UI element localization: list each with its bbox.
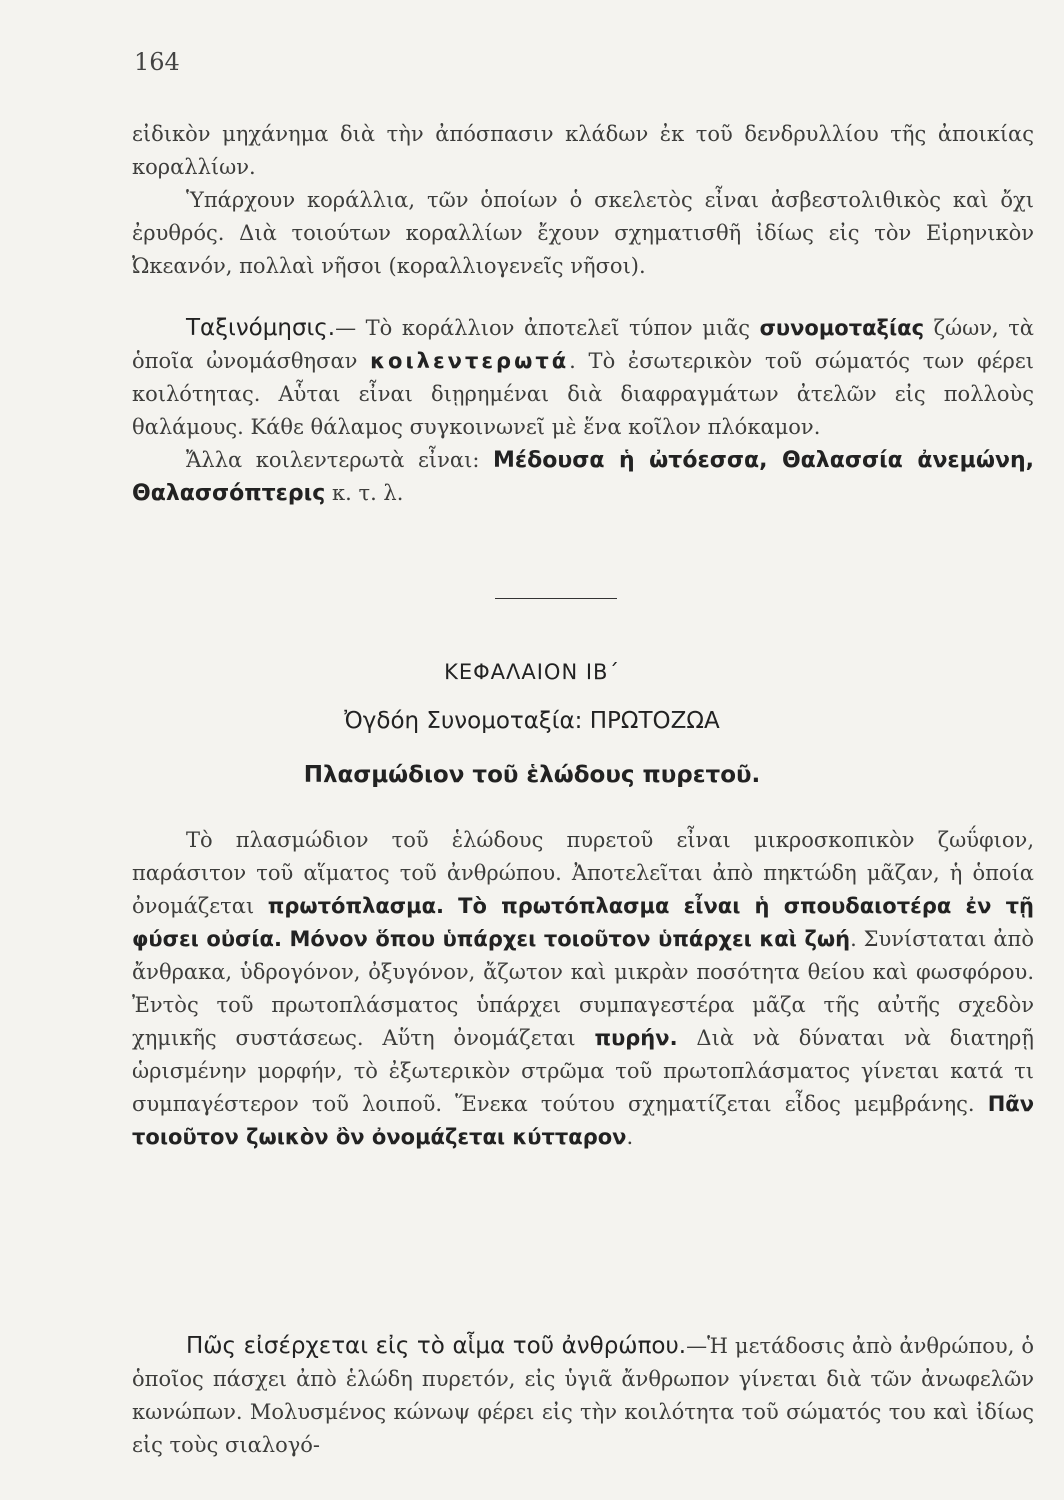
intro-paragraph-2: Ὑπάρχουν κοράλλια, τῶν ὁποίων ὁ σκελετὸς εἶναι ἀσβεστολιθικὸς καὶ ὄχι ἐρυθρός. Διὰ τοιούτων κοραλλίων ἔχουν σχηματισθῆ ἰδίως εἰς τὸν Εἰρηνικὸν Ὠκεανόν, πολλαὶ νῆσοι (κοραλλιογενεῖς νῆσοι).	[132, 188, 1034, 278]
term-pyren: πυρήν.	[594, 1026, 678, 1050]
classification-text-3: . Τὸ ἐσωτερικὸν τοῦ σώματός των φέρει κοιλότητας. Αὗται εἶναι διῃρημέναι διὰ διαφραγμάτων ἀτελῶν εἰς πολλοὺς θαλάμους. Κάθε θάλαμος συγκοινωνεῖ μὲ ἕνα κοῖλον πλόκαμον.	[132, 349, 1034, 439]
protoplasm-statement: πρωτόπλασμα. Τὸ πρωτόπλασμα εἶναι ἡ σπουδαιοτέρα ἐν τῇ φύσει οὐσία. Μόνον ὅπου ὑπάρχει τοιοῦτον ὑπάρχει καὶ ζωή	[132, 894, 1034, 951]
others-examples: Μέδουσα ἡ ὠτόεσσα, Θαλασσία ἀνεμώνη, Θαλασσόπτερις	[132, 448, 1034, 506]
plasmodium-paragraph	[132, 824, 1034, 1154]
cell-statement: Πᾶν τοιοῦτον ζωικὸν ὂν ὀνομάζεται κύτταρον	[132, 1092, 1034, 1149]
chapter-subtitle: Ὀγδόη Συνομοταξία: ΠΡΩΤΟΖΩΑ	[344, 708, 720, 734]
classification-paragraph	[132, 312, 1034, 444]
term-koilenterota: κοιλεντερωτά	[370, 349, 570, 373]
plasmodium-text-1: Τὸ πλασμώδιον τοῦ ἑλώδους πυρετοῦ εἶναι μικροσκοπικὸν ζωΰφιον, παράσιτον τοῦ αἵματος τοῦ ἀνθρώπου. Ἀποτελεῖται ἀπὸ πηκτώδη μᾶζαν, ἡ ὁποία ὀνομάζεται	[132, 828, 1034, 918]
classification-text-2: ζώων, τὰ ὁποῖα ὠνομάσθησαν	[132, 316, 1034, 373]
transmission-paragraph	[132, 1330, 1034, 1462]
plasmodium-text-4: .	[626, 1125, 634, 1149]
classification-section	[132, 312, 1034, 510]
transmission-heading: Πῶς εἰσέρχεται εἰς τὸ αἷμα τοῦ ἀνθρώπου.	[186, 1333, 687, 1359]
plasmodium-section	[132, 824, 1034, 1154]
transmission-section	[132, 1330, 1034, 1462]
intro-section	[132, 118, 1034, 283]
intro-paragraph-1: εἰδικὸν μηχάνημα διὰ τὴν ἀπόσπασιν κλάδων ἐκ τοῦ δενδρυλλίου τῆς ἀποικίας κοραλλίων.	[132, 122, 1034, 179]
others-text-2: κ. τ. λ.	[325, 481, 404, 505]
transmission-text-1: —Ἡ μετάδοσις ἀπὸ ἀνθρώπου, ὁ ὁποῖος πάσχει ἀπὸ ἑλώδη πυρετόν, εἰς ὑγιᾶ ἄνθρωπον γίνεται διὰ τῶν ἀνωφελῶν κωνώπων. Μολυσμένος κώνωψ φέρει εἰς τὴν κοιλότητα τοῦ σώματός του καὶ ἰδίως εἰς τοὺς σιαλογό-	[132, 1334, 1034, 1457]
plasmodium-text-2: . Συνίσταται ἀπὸ ἄνθρακα, ὑδρογόνον, ὀξυγόνον, ἄζωτον καὶ μικρὰν ποσότητα θείου καὶ φωσφόρου. Ἐντὸς τοῦ πρωτοπλάσματος ὑπάρχει συμπαγεστέρα μᾶζα τῆς αὐτῆς σχεδὸν χημικῆς συστάσεως. Αὕτη ὀνομάζεται	[132, 927, 1034, 1050]
term-synomotaxia: συνομοταξίας	[759, 316, 925, 340]
plasmodium-text-3: Διὰ νὰ δύναται νὰ διατηρῇ ὡρισμένην μορφήν, τὸ ἐξωτερικὸν στρῶμα τοῦ πρωτοπλάσματος γίνεται κατά τι συμπαγέστερον τοῦ λοιποῦ. Ἕνεκα τούτου σχηματίζεται εἶδος μεμβράνης.	[132, 1026, 1034, 1116]
chapter-title: Πλασμώδιον τοῦ ἑλώδους πυρετοῦ.	[303, 762, 761, 788]
section-divider	[495, 598, 617, 599]
page-number: 164	[134, 48, 180, 76]
chapter-label: ΚΕΦΑΛΑΙΟΝ ΙΒ΄	[444, 660, 620, 684]
classification-text-1: — Τὸ κοράλλιον ἀποτελεῖ τύπον μιᾶς	[335, 316, 760, 340]
others-paragraph	[132, 444, 1034, 510]
classification-heading: Ταξινόμησις.	[186, 315, 336, 341]
others-text-1: Ἄλλα κοιλεντερωτὰ εἶναι:	[186, 448, 493, 472]
